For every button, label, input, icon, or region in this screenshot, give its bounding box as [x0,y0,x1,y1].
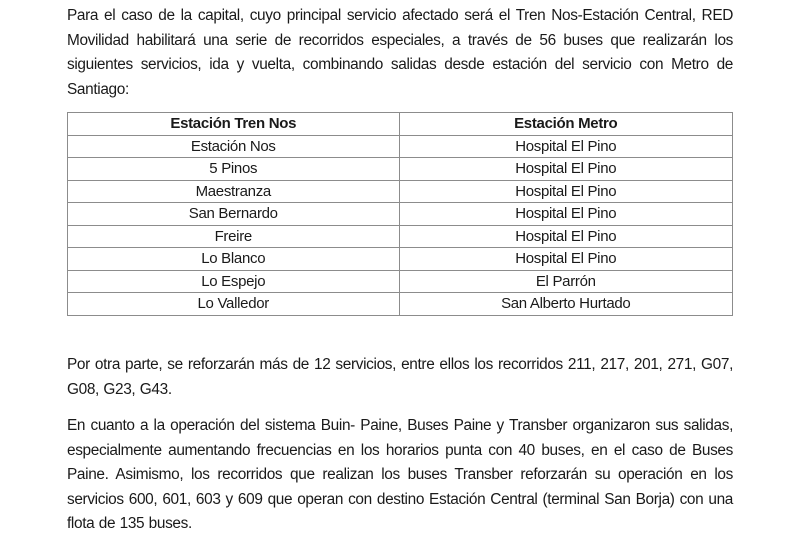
header-metro: Estación Metro [399,113,732,136]
metro-station: El Parrón [399,270,732,293]
tren-nos-station: Lo Espejo [68,270,400,293]
table-header-row [68,113,733,136]
metro-station: Hospital El Pino [399,135,732,158]
metro-station: Hospital El Pino [399,203,732,226]
metro-station: San Alberto Hurtado [399,293,732,316]
tren-nos-station: San Bernardo [68,203,400,226]
table-row [68,135,733,158]
intro-paragraph: Para el caso de la capital, cuyo principal servicio afectado será el Tren Nos-Estación Central, RED Movilidad habilitará una serie de recorridos especiales, a través de 56 buses que realizarán los siguientes servicios, ida y vuelta, combinando salidas desde estación del servicio con Metro de Santiago: [67,7,733,98]
tren-nos-station: Lo Blanco [68,248,400,271]
table-row [68,158,733,181]
reinforced-services-paragraph: Por otra parte, se reforzarán más de 12 servicios, entre ellos los recorridos 211, 217, 201, 271, G07, G08, G23, G43. [67,356,733,398]
tren-nos-station: Lo Valledor [68,293,400,316]
metro-station: Hospital El Pino [399,158,732,181]
metro-station: Hospital El Pino [399,225,732,248]
metro-station: Hospital El Pino [399,248,732,271]
tren-nos-station: Freire [68,225,400,248]
metro-station: Hospital El Pino [399,180,732,203]
table-row [68,248,733,271]
header-tren-nos: Estación Tren Nos [68,113,400,136]
tren-nos-station: Estación Nos [68,135,400,158]
table-row [68,225,733,248]
tren-nos-station: 5 Pinos [68,158,400,181]
buin-paine-paragraph: En cuanto a la operación del sistema Buin- Paine, Buses Paine y Transber organizaron sus salidas, especialmente aumentando frecuencias en los horarios punta con 40 buses, en el caso de Buses Paine. Asimismo, los recorridos que realizan los buses Transber reforzarán su operación en los servicios 600, 601, 603 y 609 que operan con destino Estación Central (terminal San Borja) con una flota de 135 buses. [67,417,733,532]
table-row [68,270,733,293]
table-row [68,203,733,226]
table-row [68,293,733,316]
tren-nos-station: Maestranza [68,180,400,203]
table-row [68,180,733,203]
station-table [67,112,733,316]
